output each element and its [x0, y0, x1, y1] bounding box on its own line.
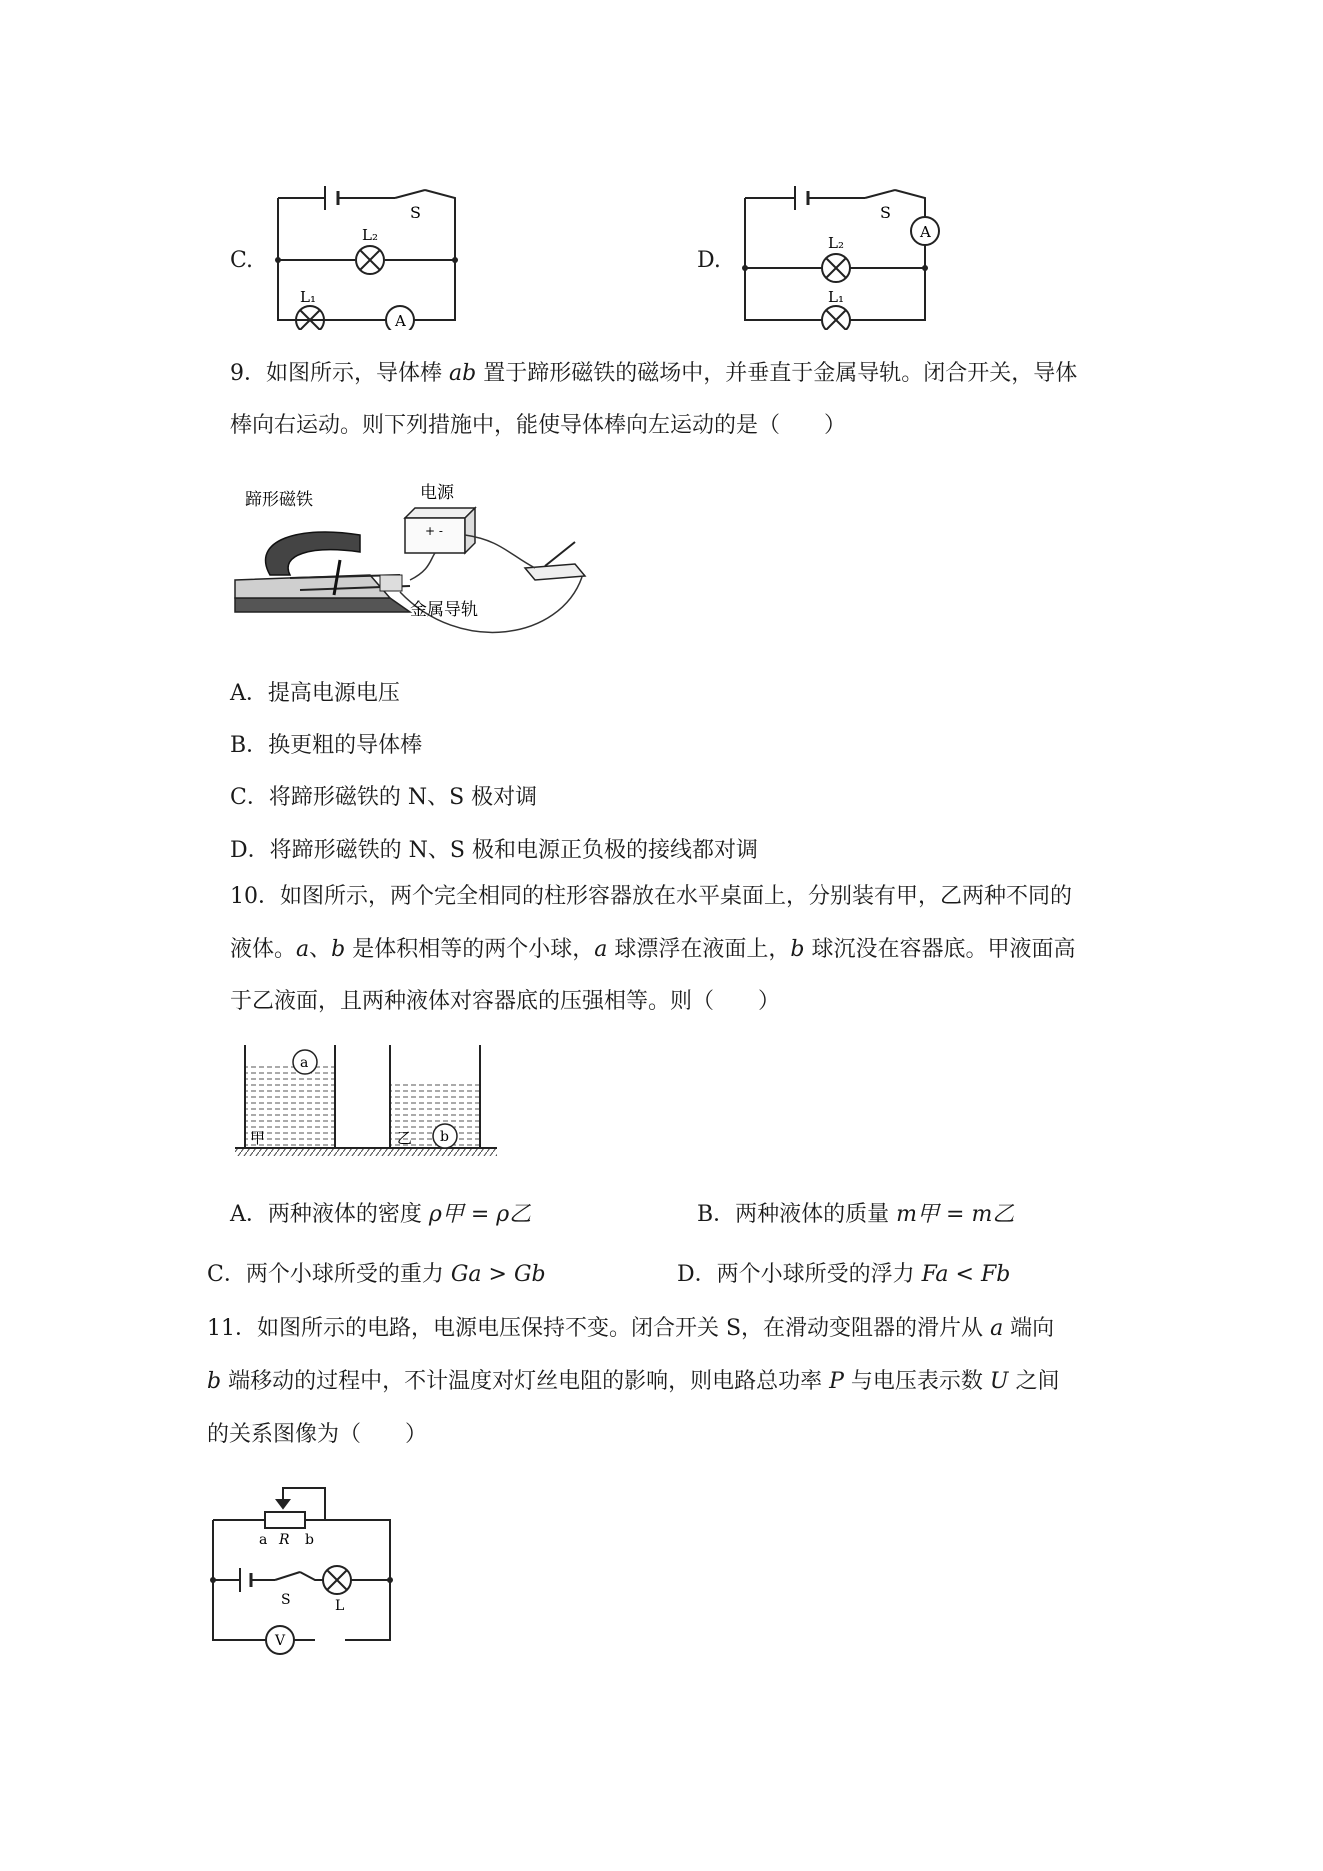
lamp-l-label: L — [335, 1598, 345, 1614]
q9-option-d[interactable]: D．将蹄形磁铁的 N、S 极和电源正负极的接线都对调 — [230, 838, 758, 863]
rheostat-wires — [213, 1488, 325, 1520]
switch-blade — [395, 190, 425, 198]
q10-option-c[interactable]: C．两个小球所受的重力 Ga > Gb — [207, 1262, 546, 1287]
rheostat-icon — [265, 1512, 305, 1528]
q10-stem-line2: 液体。a、b 是体积相等的两个小球，a 球漂浮在液面上，b 球沉没在容器底。甲液面高 — [230, 937, 1076, 962]
lamp-l2-label-d: L₂ — [828, 234, 844, 252]
q11-circuit-diagram — [205, 1480, 405, 1655]
lamp-l1-icon-d — [822, 306, 850, 330]
rheostat-b-label: b — [305, 1532, 314, 1548]
q10-stem-line3: 于乙液面，且两种液体对容器底的压强相等。则（ ） — [230, 989, 781, 1014]
switch-blade-11 — [275, 1572, 300, 1580]
option-c-label: C. — [230, 248, 254, 273]
ball-a-label: a — [300, 1055, 309, 1071]
label-metal-rail: 金属导轨 — [410, 600, 478, 620]
q11-stem-line1: 11．如图所示的电路，电源电压保持不变。闭合开关 S，在滑动变阻器的滑片从 a 端向 — [207, 1316, 1055, 1341]
q9-stem-line2: 棒向右运动。则下列措施中，能使导体棒向左运动的是（ ） — [230, 413, 847, 438]
q9-option-a[interactable]: A．提高电源电压 — [230, 681, 400, 706]
switch-s-label: S — [410, 203, 421, 222]
lamp-l1-label: L₁ — [300, 288, 316, 306]
rheostat-slider — [277, 1500, 289, 1508]
q10-option-b[interactable]: B．两种液体的质量 m甲 = m乙 — [697, 1202, 1015, 1227]
option-d-label: D. — [697, 248, 721, 273]
q10-option-a[interactable]: A．两种液体的密度 ρ甲 = ρ乙 — [230, 1202, 532, 1227]
ammeter-label: A — [395, 312, 406, 330]
switch-s-label-d: S — [880, 203, 891, 222]
table-surface — [235, 1148, 497, 1156]
ball-b-label: b — [440, 1129, 449, 1145]
lamp-l1-icon — [296, 306, 324, 330]
horseshoe-magnet-icon — [266, 532, 360, 575]
lamp-l2-label: L₂ — [362, 226, 378, 244]
q10-stem-line1: 10．如图所示，两个完全相同的柱形容器放在水平桌面上，分别装有甲，乙两种不同的 — [230, 884, 1072, 909]
switch-blade-d — [865, 190, 895, 198]
label-power-supply: 电源 — [420, 483, 454, 503]
q9-option-b[interactable]: B．换更粗的导体棒 — [230, 733, 423, 758]
rheostat-r-label: R — [279, 1532, 290, 1548]
q9-figure-magnet-apparatus — [230, 480, 610, 655]
q11-stem-line3: 的关系图像为（ ） — [207, 1422, 428, 1447]
switch-s-label-11: S — [281, 1592, 291, 1608]
circuit-diagram-c — [270, 180, 470, 330]
voltmeter-label: V — [275, 1633, 286, 1649]
svg-text:+ -: + - — [425, 524, 443, 538]
liquid-yi-label: 乙 — [397, 1129, 413, 1147]
base-board — [235, 598, 410, 612]
q11-stem-line2: b 端移动的过程中，不计温度对灯丝电阻的影响，则电路总功率 P 与电压表示数 U 之间 — [207, 1369, 1060, 1394]
label-horseshoe-magnet: 蹄形磁铁 — [245, 490, 313, 510]
switch-icon — [525, 564, 585, 580]
circuit-diagram-d — [740, 180, 950, 330]
q9-stem-line1: 9．如图所示，导体棒 ab 置于蹄形磁铁的磁场中，并垂直于金属导轨。闭合开关，导体 — [230, 361, 1078, 386]
q10-figure-containers — [235, 1040, 505, 1165]
ammeter-label-d: A — [920, 223, 931, 241]
liquid-jia-label: 甲 — [250, 1129, 266, 1147]
lamp-l1-label-d: L₁ — [828, 288, 844, 306]
rheostat-a-label: a — [259, 1532, 268, 1548]
q10-option-d[interactable]: D．两个小球所受的浮力 Fa < Fb — [677, 1262, 1011, 1287]
q9-option-c[interactable]: C．将蹄形磁铁的 N、S 极对调 — [230, 785, 538, 810]
